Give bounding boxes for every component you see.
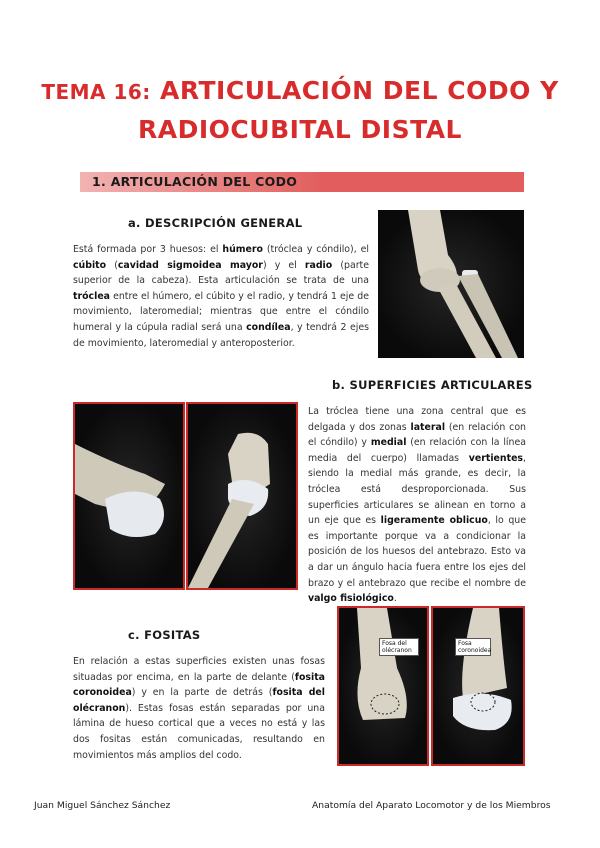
subsection-c-paragraph: En relación a estas superficies existen unas fosas situadas por encima, en la parte de delante (fosita coronoidea) y en la parte de detrás (fosita del olécranon). Estas fosas están separadas por una lámina de hueso cortical que a veces no está y las dos fositas están comunicadas, resultando en movimientos más amplios del codo. [73, 656, 325, 761]
coronoid-fossa-illustration [433, 608, 523, 764]
subsection-b-heading: b. SUPERFICIES ARTICULARES [332, 378, 533, 392]
title-line2: RADIOCUBITAL DISTAL [138, 115, 462, 144]
elbow-bones-illustration [378, 210, 524, 358]
subsection-b-paragraph: La tróclea tiene una zona central que es delgada y dos zonas lateral (en relación con el cóndilo) y medial (en relación con la línea media del cuerpo) llamadas vertientes, siendo la medial más grande, es decir, la tróclea está desproporcionada. Sus superficies articulares se alinean en torno a un eje que es ligeramente oblicuo, lo que es importante porque va a condicionar la posición de los huesos del antebrazo. Esto va a dar un ángulo hacia fuera entre los ejes del brazo y el antebrazo que recibe el nombre de valgo fisiológico. [308, 406, 526, 605]
title-prefix: TEMA 16: [41, 80, 151, 104]
footer-course: Anatomía del Aparato Locomotor y de los Miembros [312, 800, 551, 811]
page-title [40, 72, 560, 148]
olecranon-fossa-illustration [339, 608, 427, 764]
footer-author: Juan Miguel Sánchez Sánchez [34, 800, 171, 811]
trochlea-illustration-left [75, 404, 183, 588]
title-line1: ARTICULACIÓN DEL CODO Y [160, 76, 559, 105]
elbow-joint-photo [378, 210, 524, 358]
fossa-photo-anterior [431, 606, 525, 766]
section-heading-bar [80, 172, 524, 192]
trochlea-illustration-right [188, 404, 296, 588]
subsection-a-paragraph: Está formada por 3 huesos: el húmero (tróclea y cóndilo), el cúbito (cavidad sigmoidea mayor) y el radio (parte superior de la cabeza). Esta articulación se trata de una tróclea entre el húmero, el cúbito y el radio, y tendrá 1 eje de movimiento, lateromedial; mientras que entre el cóndilo humeral y la cúpula radial será una condílea, y tendrá 2 ejes de movimiento, lateromedial y anteroposterior. [73, 244, 370, 349]
callout-coronoid-fossa: Fosa coronoidea [455, 638, 491, 656]
trochlea-photo-right [186, 402, 298, 590]
section-heading: 1. ARTICULACIÓN DEL CODO [92, 174, 298, 189]
subsection-c-heading: c. FOSITAS [128, 628, 201, 642]
subsection-a-heading: a. DESCRIPCIÓN GENERAL [128, 216, 303, 230]
trochlea-photo-left [73, 402, 185, 590]
callout-olecranon-fossa: Fosa del olécranon [379, 638, 419, 656]
fossa-photo-posterior [337, 606, 429, 766]
